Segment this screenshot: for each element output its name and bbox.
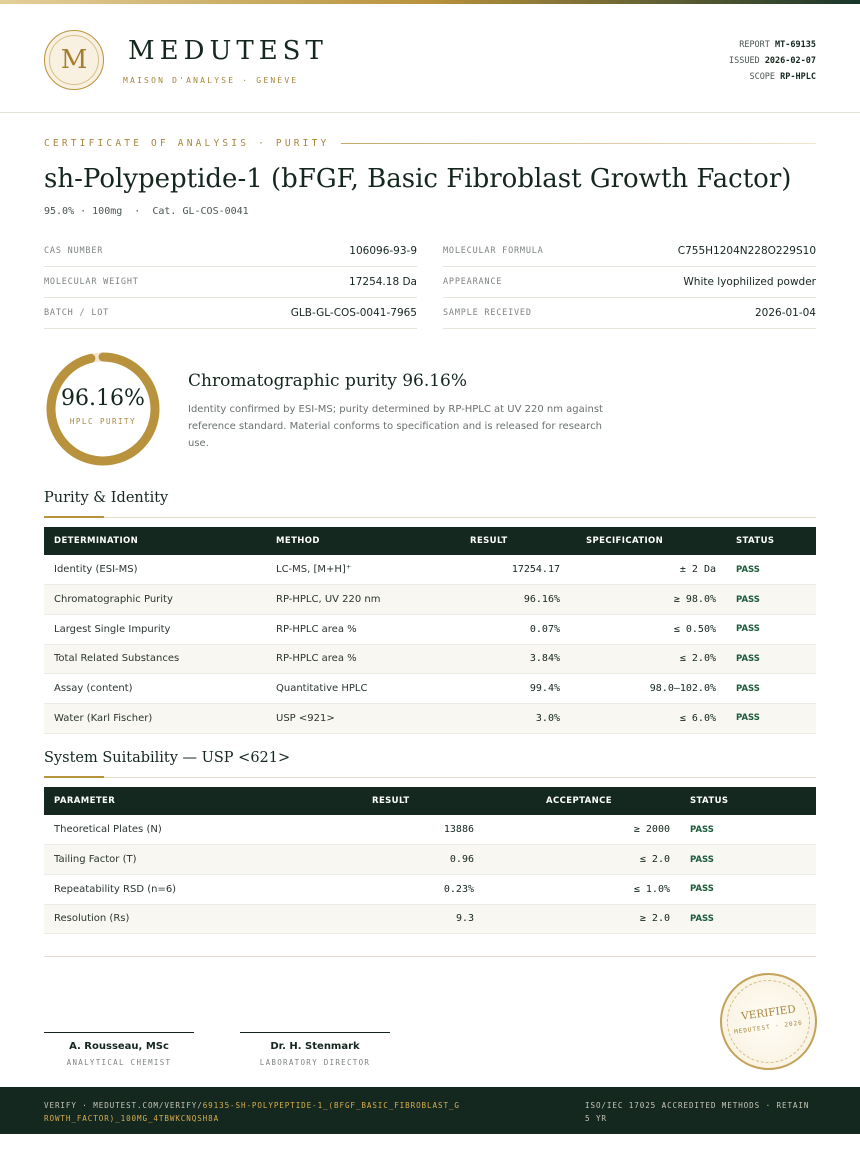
eyebrow-rule xyxy=(341,143,816,144)
cell-result: 9.3 xyxy=(455,913,474,925)
spec-row xyxy=(443,267,816,298)
cell-parameter: Resolution (Rs) xyxy=(54,913,130,925)
cell-specification: 98.0–102.0% xyxy=(649,683,716,695)
spec-label: MOLECULAR WEIGHT xyxy=(44,277,139,287)
cell-parameter: Tailing Factor (T) xyxy=(54,854,137,866)
brand-name: MEDUTEST xyxy=(128,36,328,66)
footer-bar xyxy=(0,1087,860,1134)
report-label: REPORT xyxy=(739,40,770,50)
cell-result: 0.96 xyxy=(449,854,474,866)
table-row xyxy=(44,674,816,704)
col-header: METHOD xyxy=(276,536,320,546)
cell-determination: Identity (ESI-MS) xyxy=(54,564,138,576)
top-accent-bar xyxy=(0,0,860,4)
verify-text xyxy=(44,1099,464,1125)
cell-result: 0.23% xyxy=(443,883,474,895)
section-title-suitability: System Suitability — USP <621> xyxy=(44,750,291,766)
document-eyebrow: CERTIFICATE OF ANALYSIS · PURITY xyxy=(44,138,330,149)
table-header-row xyxy=(44,527,816,555)
status-badge: PASS xyxy=(690,884,714,895)
status-badge: PASS xyxy=(736,624,760,635)
signature-block xyxy=(240,1032,390,1067)
table-row xyxy=(44,555,816,585)
accreditation-text: ISO/IEC 17025 ACCREDITED METHODS · RETAIN 5 YR xyxy=(585,1101,810,1123)
cell-method: USP <921> xyxy=(276,712,335,724)
spec-label: SAMPLE RECEIVED xyxy=(443,308,532,318)
suitability-table xyxy=(44,787,816,934)
col-header: STATUS xyxy=(736,536,775,546)
cell-method: Quantitative HPLC xyxy=(276,683,368,695)
spec-value: 106096-93-9 xyxy=(349,245,417,257)
cell-result: 3.84% xyxy=(529,653,560,665)
status-badge: PASS xyxy=(736,653,760,664)
col-header: RESULT xyxy=(372,796,410,806)
cell-acceptance: ≤ 1.0% xyxy=(633,883,670,895)
cell-result: 3.0% xyxy=(535,712,560,724)
cell-parameter: Repeatability RSD (n=6) xyxy=(54,883,177,895)
spec-column-right xyxy=(443,236,816,329)
scope-line xyxy=(729,69,816,85)
brand-tagline: MAISON D'ANALYSE · GENÈVE xyxy=(123,76,299,85)
spec-row xyxy=(443,236,816,267)
table-row xyxy=(44,815,816,845)
status-badge: PASS xyxy=(736,683,760,694)
signatory-role: ANALYTICAL CHEMIST xyxy=(66,1058,172,1067)
cell-specification: ≤ 0.50% xyxy=(673,623,716,635)
table-row xyxy=(44,703,816,733)
purity-gauge-label: HPLC PURITY xyxy=(69,417,137,426)
cell-method: RP-HPLC area % xyxy=(276,623,357,635)
scope-value: RP-HPLC xyxy=(780,72,816,82)
spec-label: CAS NUMBER xyxy=(44,246,104,256)
spec-label: APPEARANCE xyxy=(443,277,503,287)
status-badge: PASS xyxy=(690,824,714,835)
spec-value: 2026-01-04 xyxy=(754,307,816,319)
purity-table xyxy=(44,527,816,734)
cell-method: RP-HPLC area % xyxy=(276,653,357,665)
spec-value: White lyophilized powder xyxy=(683,276,816,288)
issued-line xyxy=(729,53,816,69)
cell-acceptance: ≥ 2.0 xyxy=(639,913,670,925)
signatory-name: A. Rousseau, MSc xyxy=(69,1041,169,1052)
issued-label: ISSUED xyxy=(728,56,760,66)
cell-result: 96.16% xyxy=(523,594,560,606)
report-id-line xyxy=(729,37,816,53)
purity-gauge xyxy=(44,350,162,468)
cell-acceptance: ≥ 2000 xyxy=(633,824,670,836)
col-header: STATUS xyxy=(690,796,729,806)
issued-value: 2026-02-07 xyxy=(764,56,816,66)
cell-specification: ± 2 Da xyxy=(679,564,716,576)
seal-subtext: MEDUTEST · 2026 xyxy=(733,1019,804,1036)
spec-label: BATCH / LOT xyxy=(44,308,110,318)
logo-letter: M xyxy=(49,35,99,85)
status-badge: PASS xyxy=(736,594,760,605)
verify-prefix: VERIFY · MEDUTEST.COM/VERIFY/ xyxy=(44,1101,203,1110)
verified-seal xyxy=(720,973,817,1070)
status-badge: PASS xyxy=(736,564,760,575)
cell-determination: Water (Karl Fischer) xyxy=(54,712,153,724)
cell-parameter: Theoretical Plates (N) xyxy=(54,824,162,836)
status-badge: PASS xyxy=(690,913,714,924)
product-subline: 95.0% · 100mg · Cat. GL-COS-0041 xyxy=(44,206,249,217)
spec-row xyxy=(44,236,417,267)
cell-result: 99.4% xyxy=(529,683,560,695)
verify-link[interactable]: 69135-SH-POLYPEPTIDE-1_(BFGF_BASIC_FIBROBLAST_GROWTH_FACTOR)_100MG_4TBWKCNQSH8A xyxy=(44,1101,460,1123)
purity-heading: Chromatographic purity 96.16% xyxy=(188,371,468,391)
spec-row xyxy=(443,298,816,329)
report-meta xyxy=(729,37,816,85)
status-badge: PASS xyxy=(690,854,714,865)
product-title: sh-Polypeptide-1 (bFGF, Basic Fibroblast Growth Factor) xyxy=(44,164,792,194)
table-row xyxy=(44,644,816,674)
col-header: DETERMINATION xyxy=(54,536,139,546)
cell-determination: Total Related Substances xyxy=(54,653,180,665)
table-row xyxy=(44,845,816,875)
table-header-row xyxy=(44,787,816,815)
col-header: PARAMETER xyxy=(54,796,116,806)
section-rule xyxy=(44,777,816,778)
spec-column-left xyxy=(44,236,417,329)
cell-determination: Assay (content) xyxy=(54,683,133,695)
spec-value: C755H1204N228O229S10 xyxy=(677,245,816,257)
cell-acceptance: ≤ 2.0 xyxy=(639,854,670,866)
scope-label: SCOPE xyxy=(749,72,776,82)
cell-method: RP-HPLC, UV 220 nm xyxy=(276,594,381,606)
cell-result: 13886 xyxy=(443,824,474,836)
cell-result: 0.07% xyxy=(529,623,560,635)
signatory-name: Dr. H. Stenmark xyxy=(270,1041,360,1052)
spec-row xyxy=(44,298,417,329)
spec-value: GLB-GL-COS-0041-7965 xyxy=(290,307,417,319)
cell-specification: ≤ 6.0% xyxy=(679,712,716,724)
spec-row xyxy=(44,267,417,298)
table-row xyxy=(44,874,816,904)
seal-text: VERIFIED xyxy=(740,1003,797,1023)
cell-determination: Chromatographic Purity xyxy=(54,594,173,606)
cell-determination: Largest Single Impurity xyxy=(54,623,171,635)
cell-method: LC-MS, [M+H]⁺ xyxy=(276,564,352,576)
spec-label: MOLECULAR FORMULA xyxy=(443,246,544,256)
col-header: ACCEPTANCE xyxy=(546,796,612,806)
signature-divider xyxy=(44,956,816,957)
purity-value: 96.16% xyxy=(61,386,145,411)
table-row xyxy=(44,585,816,615)
section-title-purity: Purity & Identity xyxy=(44,490,169,506)
cell-specification: ≥ 98.0% xyxy=(673,594,716,606)
spec-value: 17254.18 Da xyxy=(349,276,417,288)
signatory-role: LABORATORY DIRECTOR xyxy=(259,1058,371,1067)
report-value: MT-69135 xyxy=(775,40,816,50)
col-header: SPECIFICATION xyxy=(586,536,664,546)
brand-logo xyxy=(44,30,104,90)
cell-specification: ≤ 2.0% xyxy=(679,653,716,665)
spec-grid xyxy=(44,236,816,329)
section-rule xyxy=(44,517,816,518)
signature-block xyxy=(44,1032,194,1067)
table-row xyxy=(44,904,816,934)
table-row xyxy=(44,614,816,644)
header-divider xyxy=(0,112,860,113)
cell-result: 17254.17 xyxy=(511,564,560,576)
col-header: RESULT xyxy=(470,536,508,546)
status-badge: PASS xyxy=(736,713,760,724)
eyebrow-row xyxy=(44,138,816,149)
purity-description: Identity confirmed by ESI-MS; purity determined by RP-HPLC at UV 220 nm against reference standard. Material conforms to specification and is released for research use. xyxy=(188,404,603,449)
